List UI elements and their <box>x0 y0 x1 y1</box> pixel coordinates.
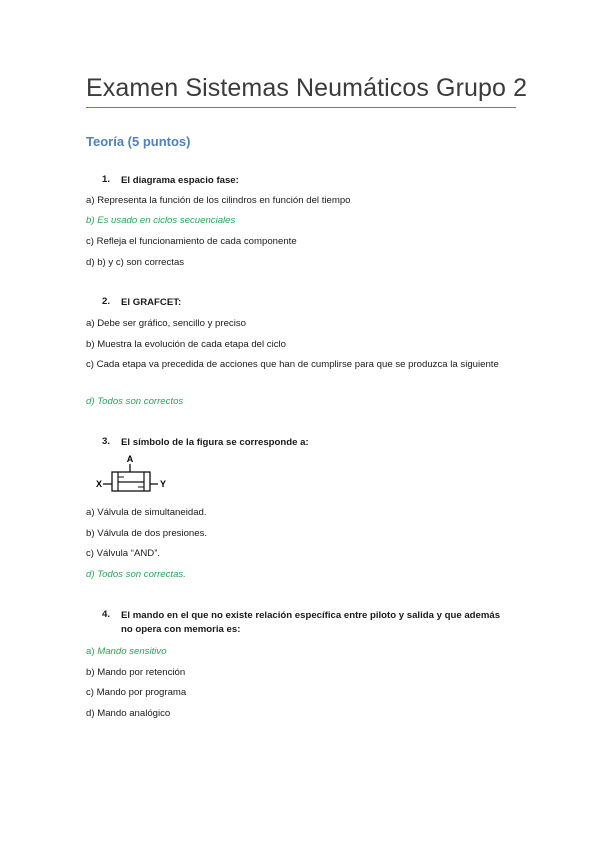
option-text: Mando sensitivo <box>97 646 167 657</box>
option-a: a) Representa la función de los cilindros en función del tiempo <box>86 195 351 206</box>
question-text: El símbolo de la figura se corresponde a: <box>121 437 309 448</box>
option-b: b) Mando por retención <box>86 667 186 678</box>
option-b-correct: b) Es usado en ciclos secuenciales <box>86 215 236 226</box>
question-2 <box>102 296 511 310</box>
question-1 <box>102 174 511 188</box>
question-number: 4. <box>102 609 111 620</box>
question-text: El GRAFCET: <box>121 297 182 308</box>
question-number: 3. <box>102 436 111 447</box>
option-c: c) Refleja el funcionamiento de cada componente <box>86 236 297 247</box>
option-c: c) Válvula “AND”. <box>86 548 161 559</box>
port-y-label: Y <box>160 479 167 489</box>
option-a: a) Debe ser gráfico, sencillo y preciso <box>86 318 246 329</box>
question-4 <box>102 609 511 637</box>
option-c: c) Mando por programa <box>86 687 187 698</box>
page-title: Examen Sistemas Neumáticos Grupo 2 <box>86 74 528 102</box>
option-d-correct: d) Todos son correctos <box>86 396 184 407</box>
question-number: 1. <box>102 174 111 185</box>
question-3 <box>102 436 511 450</box>
option-prefix: a) <box>86 646 98 657</box>
option-d: d) Mando analógico <box>86 708 171 719</box>
option-a: a) Válvula de simultaneidad. <box>86 507 207 518</box>
question-number: 2. <box>102 296 111 307</box>
option-c: c) Cada etapa va precedida de acciones que han de cumplirse para que se produzca la siguiente <box>86 359 499 370</box>
option-a-correct <box>86 644 506 659</box>
port-x-label: X <box>96 479 103 489</box>
question-text: El mando en el que no existe relación específica entre piloto y salida y que además no opera con memoria es: <box>121 610 501 635</box>
option-b: b) Muestra la evolución de cada etapa del ciclo <box>86 339 286 350</box>
title-underline <box>86 107 516 108</box>
option-d-correct: d) Todos son correctas. <box>86 569 186 580</box>
option-d: d) b) y c) son correctas <box>86 257 185 268</box>
port-a-label: A <box>126 454 134 464</box>
option-b: b) Válvula de dos presiones. <box>86 528 208 539</box>
and-valve-symbol-icon <box>94 452 174 498</box>
section-heading: Teoría (5 puntos) <box>86 134 191 149</box>
question-text: El diagrama espacio fase: <box>121 175 239 186</box>
